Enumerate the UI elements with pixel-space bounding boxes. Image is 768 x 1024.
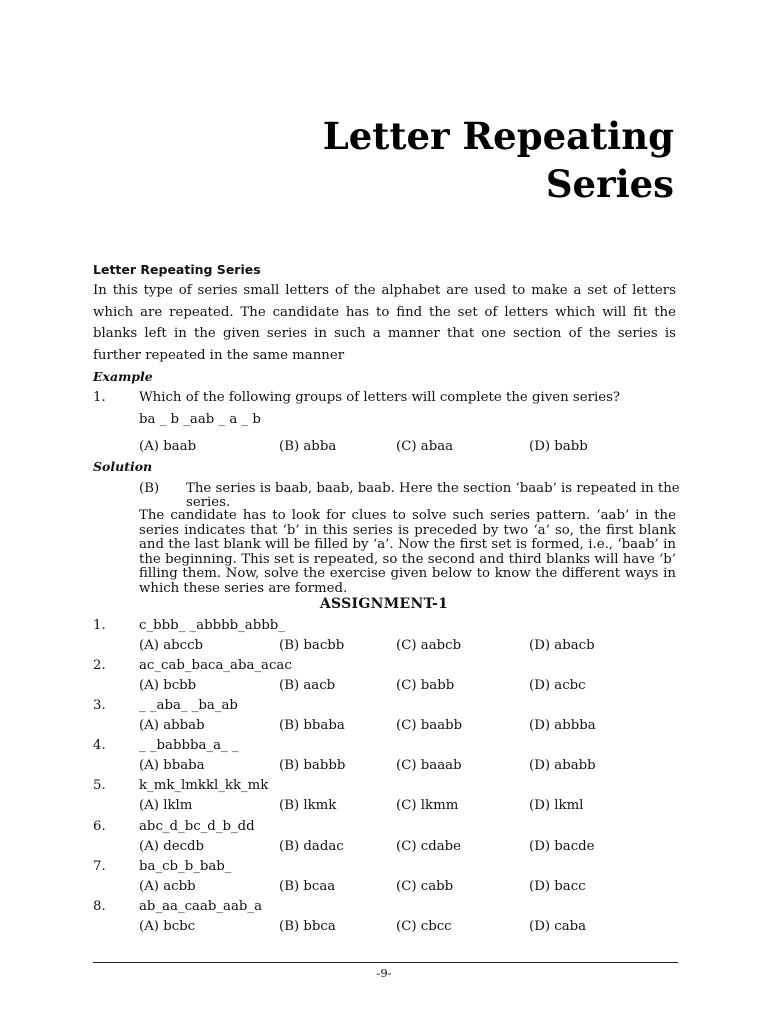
solution-line2: series.	[186, 495, 231, 510]
option-a: (A) abccb	[139, 638, 204, 653]
option-a: (A) acbb	[139, 879, 196, 894]
question-series: _ _aba_ _ba_ab	[139, 698, 238, 713]
option-a: (A) lklm	[139, 798, 193, 813]
question-number: 2.	[93, 658, 106, 673]
option-b: (B) lkmk	[279, 798, 337, 813]
option-c: (C) cbcc	[396, 919, 452, 934]
option-a: (A) bcbb	[139, 678, 197, 693]
option-b: (B) babbb	[279, 758, 346, 773]
chapter-title-line1: Letter Repeating	[322, 114, 674, 158]
question-series: abc_d_bc_d_b_dd	[139, 819, 255, 834]
option-d: (D) abbba	[529, 718, 596, 733]
example-option-d: (D) babb	[529, 439, 588, 454]
chapter-title	[323, 112, 674, 208]
option-c: (C) babb	[396, 678, 455, 693]
question-series: ba_cb_b_bab_	[139, 859, 232, 874]
question-series: _ _babbba_a_ _	[139, 738, 239, 753]
option-d: (D) bacc	[529, 879, 586, 894]
question-number: 6.	[93, 819, 106, 834]
option-d: (D) lkml	[529, 798, 584, 813]
section-heading: Letter Repeating Series	[93, 262, 261, 277]
question-number: 1.	[93, 618, 106, 633]
option-d: (D) caba	[529, 919, 587, 934]
question-number: 5.	[93, 778, 106, 793]
example-option-a: (A) baab	[139, 439, 197, 454]
example-label: Example	[93, 369, 153, 384]
option-b: (B) bbaba	[279, 718, 345, 733]
example-series: ba _ b _aab _ a _ b	[139, 412, 261, 427]
option-a: (A) decdb	[139, 839, 205, 854]
option-a: (A) bcbc	[139, 919, 196, 934]
option-a: (A) bbaba	[139, 758, 205, 773]
option-c: (C) cdabe	[396, 839, 462, 854]
footer-divider	[93, 962, 678, 963]
option-d: (D) ababb	[529, 758, 596, 773]
question-series: k_mk_lmkkl_kk_mk	[139, 778, 269, 793]
option-b: (B) bbca	[279, 919, 336, 934]
option-b: (B) bacbb	[279, 638, 345, 653]
solution-label: Solution	[93, 459, 153, 474]
option-c: (C) baabb	[396, 718, 463, 733]
option-b: (B) bcaa	[279, 879, 336, 894]
option-c: (C) lkmm	[396, 798, 459, 813]
option-d: (D) abacb	[529, 638, 595, 653]
example-option-c: (C) abaa	[396, 439, 454, 454]
page-number: -9-	[376, 966, 392, 980]
option-b: (B) dadac	[279, 839, 344, 854]
example-number: 1.	[93, 390, 106, 405]
question-number: 8.	[93, 899, 106, 914]
example-question: Which of the following groups of letters will complete the given series?	[139, 390, 621, 405]
option-a: (A) abbab	[139, 718, 205, 733]
question-series: ab_aa_caab_aab_a	[139, 899, 262, 914]
question-number: 4.	[93, 738, 106, 753]
question-series: ac_cab_baca_aba_acac	[139, 658, 292, 673]
intro-paragraph: In this type of series small letters of the alphabet are used to make a set of letters which are repeated. The candidate has to find the set of letters which will fit the blanks left in the given series in such a manner that one section of the series is further repeated in the same manner	[93, 283, 676, 363]
solution-line1: The series is baab, baab, baab. Here the section ‘baab’ is repeated in the	[186, 481, 680, 496]
assignment-heading: ASSIGNMENT-1	[319, 596, 449, 612]
solution-body: The candidate has to look for clues to solve such series pattern. ‘aab’ in the series indicates that ‘b’ in this series is preceded by two ‘a’ so, the first blank and the last blank will be filled by ‘a’. Now the first set is formed, i.e., ‘baab’ in the beginning. This set is repeated, so the second and third blanks will have ‘b’ filling them. Now, solve the exercise given below to know the different ways in which these series are formed.	[139, 508, 676, 596]
question-number: 7.	[93, 859, 106, 874]
question-number: 3.	[93, 698, 106, 713]
chapter-title-line2: Series	[545, 162, 674, 206]
question-series: c_bbb_ _abbbb_abbb_	[139, 618, 285, 633]
option-c: (C) baaab	[396, 758, 462, 773]
option-d: (D) acbc	[529, 678, 586, 693]
option-b: (B) aacb	[279, 678, 336, 693]
option-c: (C) aabcb	[396, 638, 462, 653]
option-d: (D) bacde	[529, 839, 595, 854]
option-c: (C) cabb	[396, 879, 454, 894]
example-option-b: (B) abba	[279, 439, 337, 454]
solution-answer: (B)	[139, 481, 160, 496]
